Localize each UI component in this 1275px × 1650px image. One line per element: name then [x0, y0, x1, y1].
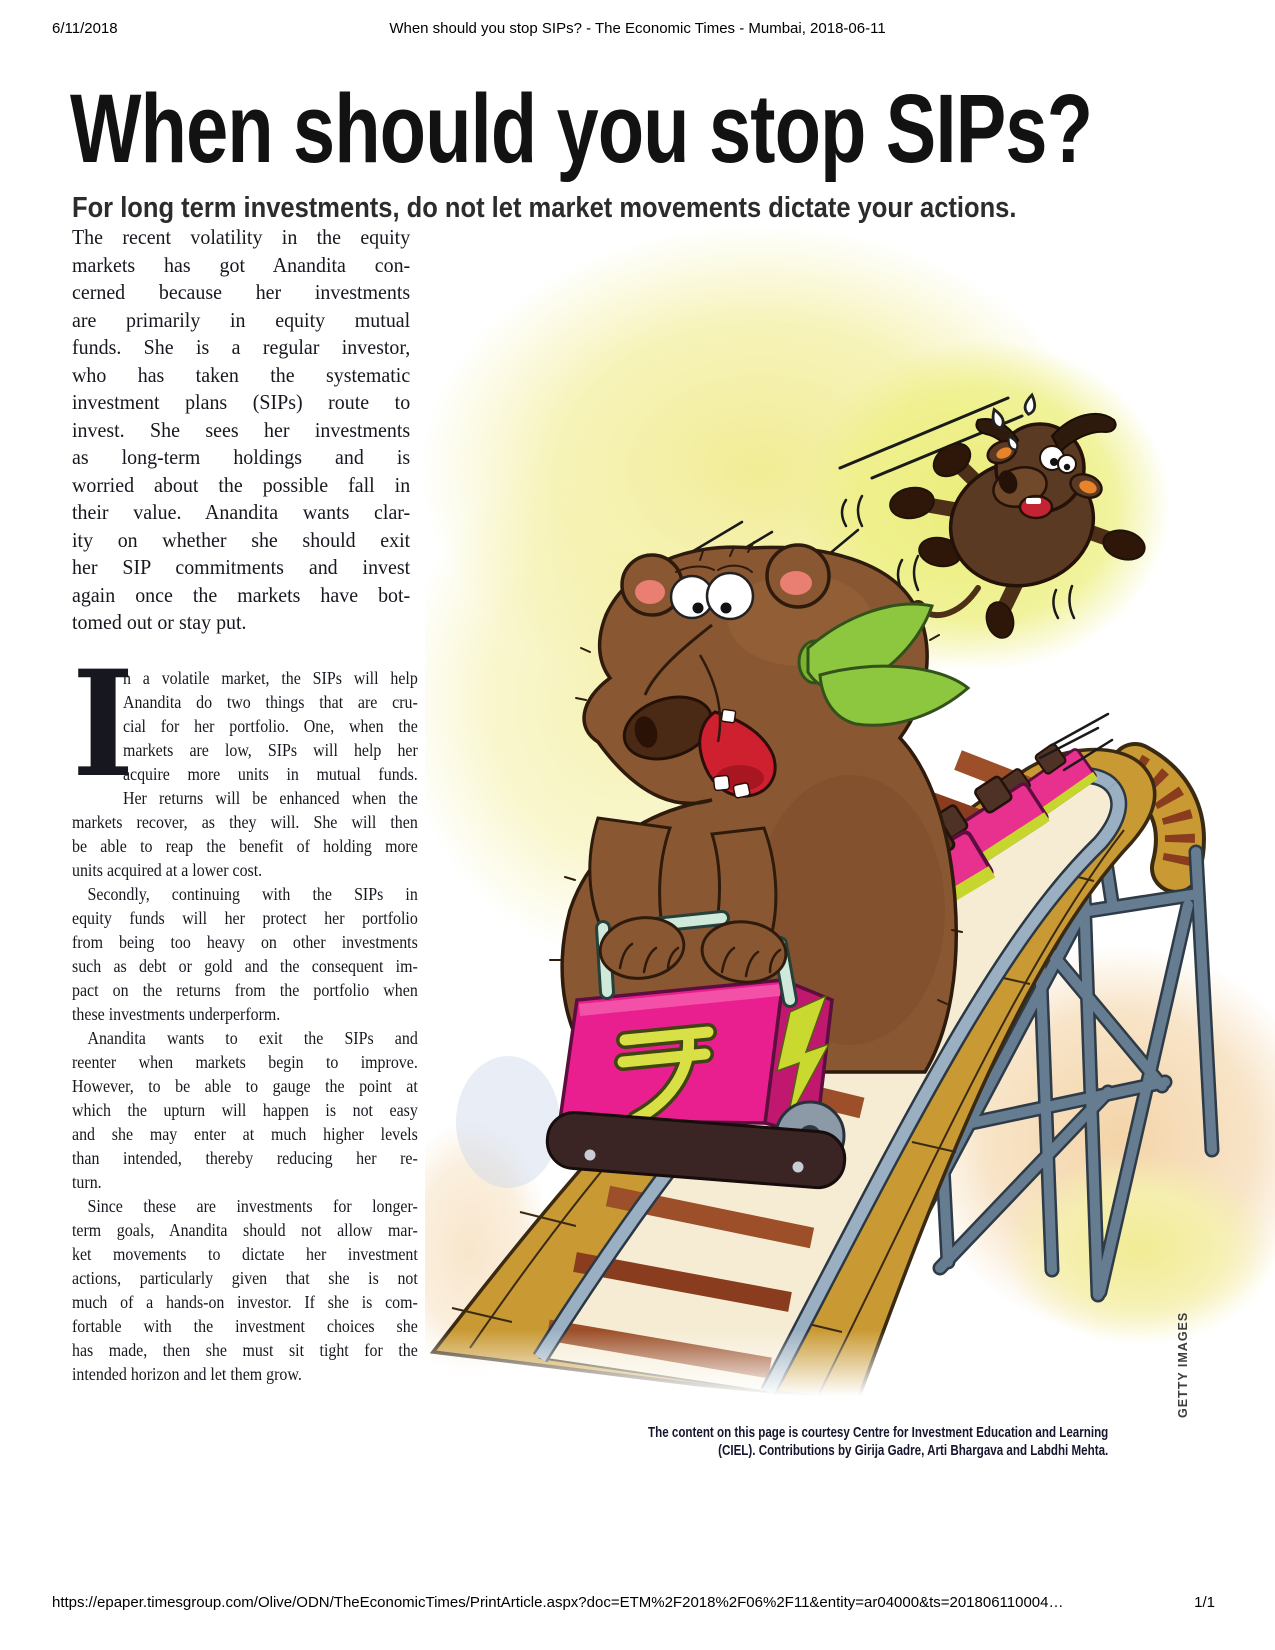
text-line: invest. She sees her investments [72, 417, 411, 442]
text-line: Anandita wants to exit the SIPs and [87, 1028, 418, 1048]
body-paragraph [72, 1026, 418, 1194]
text-line: be able to reap the benefit of holding more [72, 836, 418, 856]
bear-eye-right [707, 573, 753, 619]
scarf-flap-lower [820, 666, 968, 725]
text-line: markets are low, SIPs will help her [122, 740, 418, 760]
text-line: such as debt or gold and the consequent im- [72, 956, 418, 976]
text-line: worried about the possible fall in [72, 472, 411, 497]
text-line: cial for her portfolio. One, when the [122, 716, 418, 736]
text-line: fortable with the investment choices she [72, 1316, 418, 1336]
text-line: again once the markets have bot- [72, 582, 411, 607]
text-line: acquire more units in mutual funds. [122, 764, 418, 784]
text-line: who has taken the systematic [72, 362, 411, 387]
text-line: her SIP commitments and invest [72, 555, 411, 579]
credit-line: The content on this page is courtesy Centre for Investment Education and Learning [647, 1425, 1108, 1441]
text-line: term goals, Anandita should not allow mar- [72, 1220, 418, 1240]
print-date: 6/11/2018 [52, 20, 118, 37]
roller-coaster-illustration [425, 228, 1275, 1418]
text-line: tomed out or stay put. [72, 610, 247, 634]
text-line: from being too heavy on other investments [72, 932, 418, 952]
text-line: ket movements to dictate her investment [72, 1244, 418, 1264]
text-line: n a volatile market, the SIPs will help [122, 668, 418, 688]
text-line: Her returns will be enhanced when the [122, 788, 418, 808]
image-credit: GETTY IMAGES [1176, 1311, 1190, 1418]
page-indicator: 1/1 [1194, 1594, 1215, 1611]
content-credit [533, 1424, 1108, 1460]
article-intro-paragraph [72, 224, 410, 637]
track-bottom-fade [425, 1330, 885, 1418]
article-subtitle: For long term investments, do not let market movements dictate your actions. [72, 191, 1017, 224]
text-line: reenter when markets begin to improve. [72, 1052, 418, 1072]
text-line: The recent volatility in the equity [72, 225, 411, 249]
text-line: and she may enter at much higher levels [72, 1124, 418, 1144]
body-paragraph [72, 882, 418, 1026]
text-line: has made, then she must sit tight for the [72, 1340, 418, 1360]
text-line: turn. [72, 1172, 102, 1192]
text-line: Anandita do two things that are cru- [122, 692, 418, 712]
text-line: as long-term holdings and is [72, 445, 411, 469]
body-paragraph [72, 639, 418, 882]
text-line: than intended, thereby reducing her re- [72, 1148, 418, 1168]
text-line: funds. She is a regular investor, [72, 335, 411, 359]
text-line: investment plans (SIPs) route to [72, 390, 411, 414]
text-line: equity funds will her protect her portfolio [72, 908, 418, 928]
text-line: However, to be able to gauge the point at [72, 1076, 418, 1096]
text-line: their value. Anandita wants clar- [72, 500, 411, 524]
print-title: When should you stop SIPs? - The Economic Times - Mumbai, 2018-06-11 [389, 20, 886, 37]
text-line: Secondly, continuing with the SIPs in [87, 884, 418, 904]
article-body [72, 639, 418, 1386]
browser-print-header [52, 20, 1223, 40]
text-line: intended horizon and let them grow. [72, 1364, 302, 1384]
text-line: actions, particularly given that she is not [72, 1268, 418, 1288]
text-line: markets has got Anandita con- [72, 252, 411, 277]
bear-bull-roller-coaster-cartoon [425, 228, 1275, 1418]
text-line: which the upturn will happen is not easy [72, 1100, 418, 1120]
text-line: units acquired at a lower cost. [72, 860, 263, 880]
text-line: these investments underperform. [72, 1004, 281, 1024]
body-paragraph [72, 1194, 418, 1386]
text-line: markets recover, as they will. She will then [72, 812, 418, 832]
text-line: ity on whether she should exit [72, 527, 411, 552]
page-url: https://epaper.timesgroup.com/Olive/ODN/TheEconomicTimes/PrintArticle.aspx?doc=ETM%2F2018%2F06%2F11&entity=ar04000&ts=201806110004… [52, 1594, 1064, 1611]
text-line: pact on the returns from the portfolio when [72, 980, 418, 1000]
text-line: are primarily in equity mutual [72, 307, 411, 332]
browser-print-footer [52, 1594, 1215, 1614]
text-line: much of a hands-on investor. If she is com- [72, 1292, 418, 1312]
article-headline: When should you stop SIPs? [70, 74, 1093, 184]
drop-cap: I [72, 639, 135, 810]
text-line: cerned because her investments [72, 280, 411, 304]
text-line: Since these are investments for longer- [87, 1196, 418, 1216]
credit-line: (CIEL). Contributions by Girija Gadre, Arti Bhargava and Labdhi Mehta. [717, 1443, 1108, 1459]
